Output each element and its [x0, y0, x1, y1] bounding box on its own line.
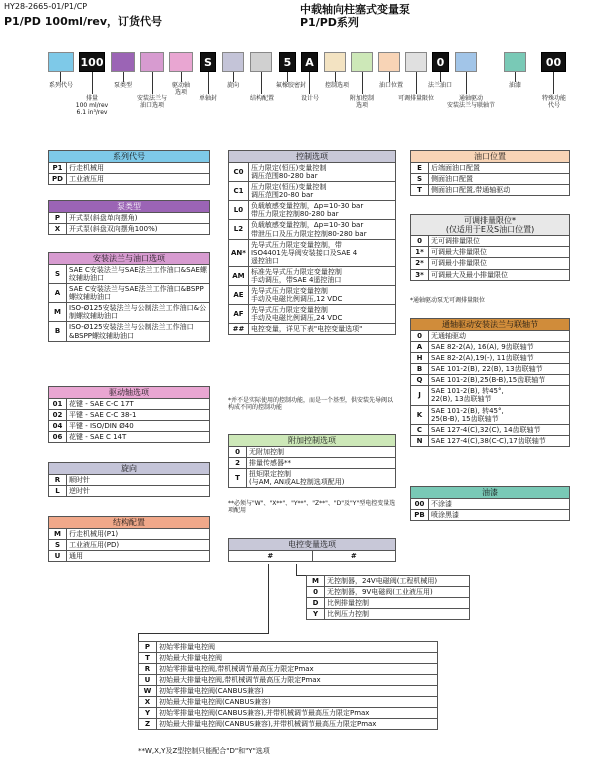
rotation-table-title: 旋向 — [49, 463, 210, 475]
install-table — [48, 252, 210, 342]
config-code-cell: U — [49, 551, 67, 562]
thru-code-cell: Q — [411, 375, 429, 386]
code-direction-box — [222, 52, 244, 72]
label-design: 设计号 — [300, 95, 319, 102]
pump-type-desc-cell: 开式泵(斜盘双向摆角100%) — [67, 224, 210, 235]
elec-lower-desc-cell: 初始最大排量电控阀,带机械调节最高压力限定Pmax — [157, 675, 438, 686]
port-table — [410, 150, 570, 196]
code-5: 5 — [279, 52, 296, 72]
limiter-code-cell: 0 — [411, 236, 429, 247]
limiter-desc-cell: 可调最大及最小排量限位 — [429, 269, 570, 280]
code-shaft-box — [169, 52, 193, 72]
label-displacement: 排量 100 ml/rev 6.1 in³/rev — [75, 95, 109, 116]
install-code-cell: A — [49, 284, 67, 303]
thru-desc-cell: SAE 101-2(B), 转45°, 22(B), 13齿联轴节 — [429, 386, 570, 405]
rotation-desc-cell: 顺时针 — [67, 475, 210, 486]
shaft-code-cell: 06 — [49, 432, 67, 443]
shaft-desc-cell: 花键 - SAE C 14T — [67, 432, 210, 443]
shaft-table — [48, 386, 210, 443]
code-port-box — [378, 52, 400, 72]
config-code-cell: S — [49, 540, 67, 551]
elec-lower-desc-cell: 初始零排量电控阀(CANBUS兼容) — [157, 686, 438, 697]
label-paint: 油漆 — [508, 82, 521, 89]
control-code-cell: AM — [229, 266, 249, 285]
install-table-title: 安装法兰与油口选项 — [49, 253, 210, 265]
elec-code-cell: M — [307, 576, 325, 587]
install-code-cell: S — [49, 265, 67, 284]
thru-code-cell: K — [411, 405, 429, 424]
elec-lower-code-cell: P — [139, 642, 157, 653]
rotation-code-cell: L — [49, 486, 67, 497]
paint-code-cell: PB — [411, 510, 429, 521]
elec-lower-code-cell: X — [139, 697, 157, 708]
install-desc-cell: ISO-Ø125安装法兰与公制法兰工作油口&公制螺纹辅助油口 — [67, 303, 210, 322]
elec-lower-note: **W,X,Y及Z型控制只能配合"D"和"Y"选项 — [138, 747, 270, 755]
label-pump-type: 泵类型 — [113, 82, 132, 89]
limiter-desc-cell: 可调最小排量限位 — [429, 258, 570, 269]
thru-desc-cell: SAE 82-2(A),19(-), 11齿联轴节 — [429, 353, 570, 364]
shaft-desc-cell: 平键 - ISO/DIN Ø40 — [67, 421, 210, 432]
elec-table-title: 电控变量选项 — [229, 539, 396, 551]
limiter-table-title: 可调排量限位* (仅适用于E及S油口位置) — [411, 215, 570, 236]
series-code-cell: P1 — [49, 163, 67, 174]
thru-desc-cell: SAE 101-2(B),25(B-B),15齿联轴节 — [429, 375, 570, 386]
port-table-title: 油口位置 — [411, 151, 570, 163]
shaft-desc-cell: 花键 - SAE C-C 17T — [67, 399, 210, 410]
label-install: 安装法兰与 油口选项 — [136, 95, 167, 109]
config-desc-cell: 通用 — [67, 551, 210, 562]
control-desc-cell: 压力限定(恒压)变量控制 调压范围20-80 bar — [248, 182, 395, 201]
product-title: 中载轴向柱塞式变量泵 — [300, 3, 410, 16]
elec-lower-desc-cell: 初始最大排量电控阀 — [157, 653, 438, 664]
paint-table-title: 油漆 — [411, 487, 570, 499]
thru-code-cell: 0 — [411, 331, 429, 342]
label-port-pos: 油口位置 — [378, 82, 403, 89]
shaft-code-cell: 01 — [49, 399, 67, 410]
control-desc-cell: 先导式压力限定变量控制，带 ISO4401先导阀安装接口及SAE 4 遥控油口 — [248, 239, 395, 266]
pump-type-desc-cell: 开式泵(斜盘单向摆角) — [67, 213, 210, 224]
control-desc-cell: 先导式压力限定变量控制 手动及电磁比例调压,24 VDC — [248, 304, 395, 323]
elec-lower-code-cell: Y — [139, 708, 157, 719]
extra-table-title: 附加控制选项 — [229, 435, 396, 447]
label-drive-shaft: 驱动轴 选项 — [171, 82, 190, 96]
rotation-desc-cell: 逆时针 — [67, 486, 210, 497]
control-table-title: 控制选项 — [229, 151, 396, 163]
code-config-box — [250, 52, 272, 72]
extra-code-cell: 0 — [229, 447, 247, 458]
series-table-title: 系列代号 — [49, 151, 210, 163]
series-code-cell: PD — [49, 174, 67, 185]
control-code-cell: AE — [229, 285, 249, 304]
thru-table-title: 通轴驱动安装法兰与联轴节 — [411, 319, 570, 331]
install-code-cell: B — [49, 322, 67, 341]
port-code-cell: E — [411, 163, 429, 174]
thru-code-cell: H — [411, 353, 429, 364]
code-extra-box — [351, 52, 373, 72]
thru-code-cell: B — [411, 364, 429, 375]
extra-note: **必须与"W"、"X**"、"Y**"、"Z**"、"D"及"Y"型电控变量选项配用 — [228, 500, 396, 515]
elec-hash-2: # — [312, 551, 396, 562]
thru-table — [410, 318, 570, 447]
code-100: 100 — [79, 52, 105, 72]
shaft-desc-cell: 平键 - SAE C-C 38-1 — [67, 410, 210, 421]
label-direction: 旋向 — [226, 82, 239, 89]
control-desc-cell: 负载敏感变量控制，Δp=10-30 bar 带泄压口及压力限定控制80-280 bar — [248, 220, 395, 239]
port-code-cell: T — [411, 185, 429, 196]
control-code-cell: AN* — [229, 239, 249, 266]
elec-code-cell: D — [307, 598, 325, 609]
thru-code-cell: A — [411, 342, 429, 353]
elec-code-cell: 0 — [307, 587, 325, 598]
code-paint-box — [504, 52, 526, 72]
limiter-code-cell: 2* — [411, 258, 429, 269]
pump-type-table-title: 泵类型 — [49, 201, 210, 213]
extra-desc-cell: 扭矩限定控制 (与AM, AN或AL控制选项配用) — [247, 469, 396, 488]
elec-lower-desc-cell: 初始零排量电控阀(CANBUS兼容),并带机械调节最高压力限定Pmax — [157, 708, 438, 719]
install-desc-cell: SAE C安装法兰与SAE法兰工作油口&BSPP螺纹辅助油口 — [67, 284, 210, 303]
extra-code-cell: T — [229, 469, 247, 488]
label-special: 特殊功能 代号 — [541, 95, 566, 109]
elec-desc-cell: 比例压力控制 — [325, 609, 470, 620]
config-table — [48, 516, 210, 562]
control-desc-cell: 压力限定(恒压)变量控制 调压范围80-280 bar — [248, 163, 395, 182]
elec-lower-desc-cell: 初始最大排量电控阀(CANBUS兼容) — [157, 697, 438, 708]
control-code-cell: C0 — [229, 163, 249, 182]
config-table-title: 结构配置 — [49, 517, 210, 529]
elec-lower-desc-cell: 初始零排量电控阀 — [157, 642, 438, 653]
pump-type-code-cell: P — [49, 213, 67, 224]
elec-code-cell: Y — [307, 609, 325, 620]
limiter-table — [410, 214, 570, 281]
elec-lower-table — [138, 641, 438, 730]
label-flange-port: 法兰油口 — [427, 82, 452, 89]
code-control-box — [324, 52, 346, 72]
install-code-cell: M — [49, 303, 67, 322]
code-s: S — [200, 52, 216, 72]
install-desc-cell: ISO-Ø125安装法兰与公制法兰工作油口&BSPP螺纹辅助油口 — [67, 322, 210, 341]
shaft-code-cell: 04 — [49, 421, 67, 432]
thru-desc-cell: SAE 82-2(A), 16(A), 9齿联轴节 — [429, 342, 570, 353]
limiter-note: *通轴驱动泵无可调排量限位 — [410, 297, 486, 304]
label-extra: 附加控制 选项 — [349, 95, 374, 109]
elec-lower-desc-cell: 初始零排量电控阀,带机械调节最高压力限定Pmax — [157, 664, 438, 675]
label-thru-drive: 通轴驱动 安装法兰与联轴节 — [446, 95, 495, 109]
shaft-code-cell: 02 — [49, 410, 67, 421]
code-a: A — [301, 52, 318, 72]
port-desc-cell: 后端面油口配置 — [429, 163, 570, 174]
install-desc-cell: SAE C安装法兰与SAE法兰工作油口&SAE螺纹辅助油口 — [67, 265, 210, 284]
control-code-cell: ## — [229, 323, 249, 334]
series-desc-cell: 工业液压用 — [67, 174, 210, 185]
doc-code: HY28-2665-01/P1/CP — [4, 2, 88, 11]
elec-desc-cell: 无控制器，24V电磁阀(工程机械用) — [325, 576, 470, 587]
control-table — [228, 150, 396, 335]
series-desc-cell: 行走机械用 — [67, 163, 210, 174]
elec-lower-code-cell: Z — [139, 719, 157, 730]
paint-desc-cell: 不涂漆 — [429, 499, 570, 510]
paint-code-cell: 00 — [411, 499, 429, 510]
thru-desc-cell: SAE 101-2(B), 22(B), 13齿联轴节 — [429, 364, 570, 375]
paint-table — [410, 486, 570, 521]
thru-desc-cell: SAE 127-4(C),38(C-C),17齿联轴节 — [429, 435, 570, 446]
limiter-desc-cell: 可调最大排量限位 — [429, 247, 570, 258]
rotation-code-cell: R — [49, 475, 67, 486]
control-code-cell: L2 — [229, 220, 249, 239]
extra-table — [228, 434, 396, 488]
control-desc-cell: 负载敏感变量控制，Δp=10-30 bar 带压力限定控制80-280 bar — [248, 201, 395, 220]
elec-lower-code-cell: U — [139, 675, 157, 686]
limiter-code-cell: 1* — [411, 247, 429, 258]
extra-desc-cell: 无附加控制 — [247, 447, 396, 458]
thru-desc-cell: SAE 127-4(C),32(C), 14齿联轴节 — [429, 424, 570, 435]
code-install-box — [140, 52, 164, 72]
series-table — [48, 150, 210, 185]
port-code-cell: S — [411, 174, 429, 185]
label-seal-mat: 氟橡胶密封 — [275, 82, 306, 89]
elec-lower-desc-cell: 初始最大排量电控阀(CANBUS兼容),并带机械调节最高压力限定Pmax — [157, 719, 438, 730]
config-code-cell: M — [49, 529, 67, 540]
port-desc-cell: 侧面油口配置 — [429, 174, 570, 185]
paint-desc-cell: 喷涂黑漆 — [429, 510, 570, 521]
elec-lower-code-cell: W — [139, 686, 157, 697]
limiter-desc-cell: 无可调排量限位 — [429, 236, 570, 247]
config-desc-cell: 行走机械用(P1) — [67, 529, 210, 540]
code-00: 00 — [541, 52, 566, 72]
series-title: P1/PD系列 — [300, 16, 359, 29]
label-series-code: 系列代号 — [48, 82, 73, 89]
extra-code-cell: 2 — [229, 458, 247, 469]
config-desc-cell: 工业液压用(PD) — [67, 540, 210, 551]
elec-desc-cell: 无控制器，9V电磁阀(工业液压用) — [325, 587, 470, 598]
code-0: 0 — [432, 52, 449, 72]
extra-desc-cell: 排量传感器** — [247, 458, 396, 469]
thru-code-cell: C — [411, 424, 429, 435]
thru-code-cell: J — [411, 386, 429, 405]
rotation-table — [48, 462, 210, 497]
pump-type-table — [48, 200, 210, 235]
control-desc-cell: 标准先导式压力限定变量控制 手动调压，带SAE 4遥控油口 — [248, 266, 395, 285]
limiter-code-cell: 3* — [411, 269, 429, 280]
code-pumptype-box — [111, 52, 135, 72]
control-desc-cell: 电控变量，详见下表"电控变量选项" — [248, 323, 395, 334]
control-note: *并不是实际使用的控制功能，而是一个基型，供安装先导阀以构成不同的控制功能 — [228, 397, 394, 412]
code-series-box — [48, 52, 74, 72]
label-limiter: 可调排量限位 — [397, 95, 434, 102]
control-code-cell: C1 — [229, 182, 249, 201]
elec-lower-code-cell: R — [139, 664, 157, 675]
elec-lower-code-cell: T — [139, 653, 157, 664]
label-config: 结构配置 — [249, 95, 274, 102]
elec-table — [228, 538, 396, 562]
thru-desc-cell: SAE 101-2(B), 转45°, 25(B-B), 15齿联轴节 — [429, 405, 570, 424]
thru-desc-cell: 无通轴驱动 — [429, 331, 570, 342]
elec-hash-1: # — [229, 551, 313, 562]
control-desc-cell: 先导式压力限定变量控制 手动及电磁比例调压,12 VDC — [248, 285, 395, 304]
label-shaft-seal: 单轴封 — [198, 95, 217, 102]
shaft-table-title: 驱动轴选项 — [49, 387, 210, 399]
order-title: P1/PD 100ml/rev，订货代号 — [4, 15, 163, 28]
control-code-cell: L0 — [229, 201, 249, 220]
control-code-cell: AF — [229, 304, 249, 323]
elec-desc-cell: 比例排量控制 — [325, 598, 470, 609]
label-control: 控制选项 — [324, 82, 349, 89]
pump-type-code-cell: X — [49, 224, 67, 235]
port-desc-cell: 侧面油口配置,带通轴驱动 — [429, 185, 570, 196]
code-thru-box — [455, 52, 477, 72]
elec-options-table — [306, 575, 470, 620]
thru-code-cell: N — [411, 435, 429, 446]
code-limit-box — [405, 52, 427, 72]
